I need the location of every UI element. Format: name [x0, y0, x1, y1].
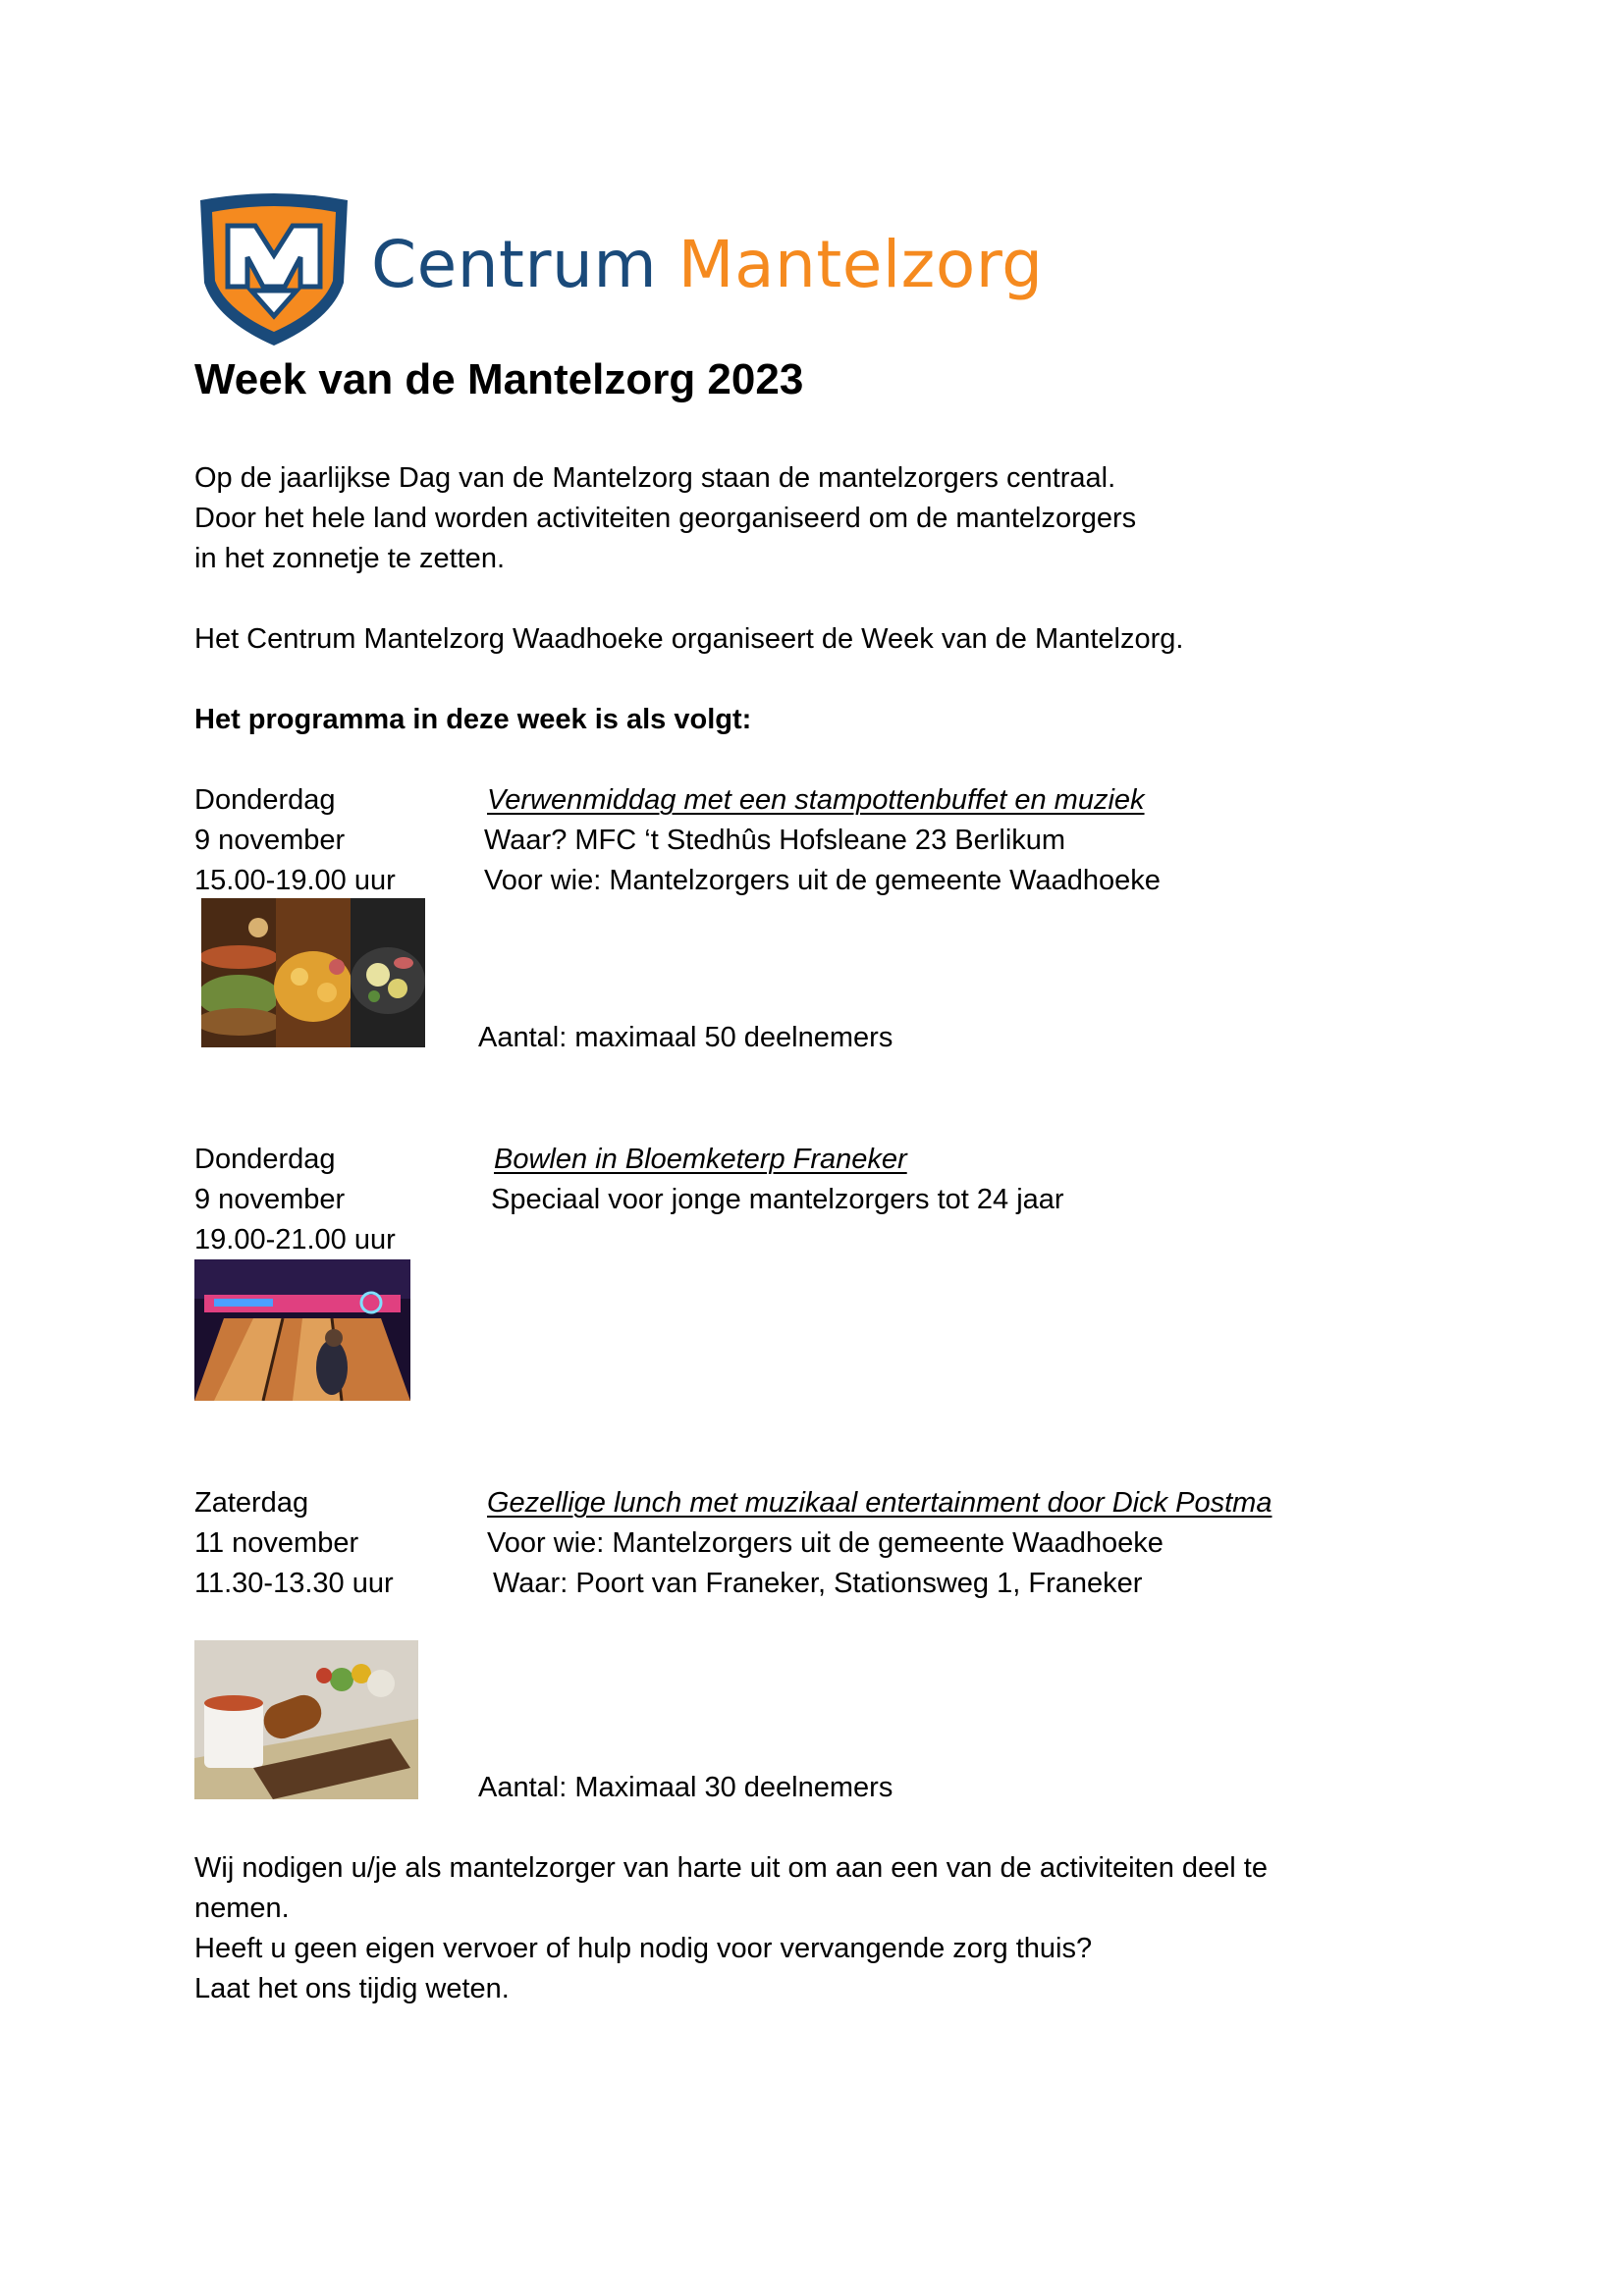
intro-line-2: Door het hele land worden activiteiten georganiseerd om de mantelzorgers: [194, 503, 1137, 534]
program-heading: Het programma in deze week is als volgt:: [194, 704, 752, 735]
logo: [194, 192, 1044, 349]
event-3-location: Waar: Poort van Franeker, Stationsweg 1, Franeker: [493, 1568, 1143, 1599]
intro-line-1: Op de jaarlijkse Dag van de Mantelzorg staan de mantelzorgers centraal.: [194, 462, 1116, 494]
event-1-location: Waar? MFC ‘t Stedhûs Hofsleane 23 Berlikum: [484, 825, 1066, 856]
event-3-capacity: Aantal: Maximaal 30 deelnemers: [478, 1772, 893, 1803]
event-2-audience: Speciaal voor jonge mantelzorgers tot 24 jaar: [491, 1184, 1064, 1215]
event-2-date: 9 november: [194, 1184, 346, 1215]
event-1-capacity: Aantal: maximaal 50 deelnemers: [478, 1022, 893, 1053]
intro-line-3: in het zonnetje te zetten.: [194, 543, 505, 574]
event-2-day: Donderdag: [194, 1144, 336, 1175]
logo-shield-icon: [194, 192, 353, 347]
event-1-title: Verwenmiddag met een stampottenbuffet en muziek: [487, 784, 1145, 816]
event-1-audience: Voor wie: Mantelzorgers uit de gemeente Waadhoeke: [484, 865, 1161, 896]
page-title: Week van de Mantelzorg 2023: [194, 355, 804, 403]
closing-line-1: Wij nodigen u/je als mantelzorger van harte uit om aan een van de activiteiten deel te: [194, 1852, 1268, 1884]
lunch-plate-photo: [194, 1640, 418, 1799]
event-2-time: 19.00-21.00 uur: [194, 1224, 396, 1255]
event-1-day: Donderdag: [194, 784, 336, 816]
event-3-title: Gezellige lunch met muzikaal entertainment door Dick Postma: [487, 1487, 1272, 1519]
event-1-date: 9 november: [194, 825, 346, 856]
closing-line-2: nemen.: [194, 1893, 290, 1924]
event-2-title: Bowlen in Bloemketerp Franeker: [494, 1144, 907, 1175]
event-3-day: Zaterdag: [194, 1487, 309, 1519]
event-3-audience: Voor wie: Mantelzorgers uit de gemeente Waadhoeke: [487, 1527, 1164, 1559]
bowling-alley-photo: [194, 1259, 410, 1401]
logo-word-centrum: Centrum: [371, 227, 658, 302]
closing-line-4: Laat het ons tijdig weten.: [194, 1973, 510, 2004]
closing-line-3: Heeft u geen eigen vervoer of hulp nodig voor vervangende zorg thuis?: [194, 1933, 1093, 1964]
stamppot-buffet-photo: [201, 898, 425, 1047]
organiser-line: Het Centrum Mantelzorg Waadhoeke organiseert de Week van de Mantelzorg.: [194, 623, 1184, 655]
logo-word-mantelzorg: Mantelzorg: [677, 227, 1044, 302]
event-3-date: 11 november: [194, 1527, 359, 1559]
event-3-time: 11.30-13.30 uur: [194, 1568, 394, 1599]
event-1-time: 15.00-19.00 uur: [194, 865, 396, 896]
